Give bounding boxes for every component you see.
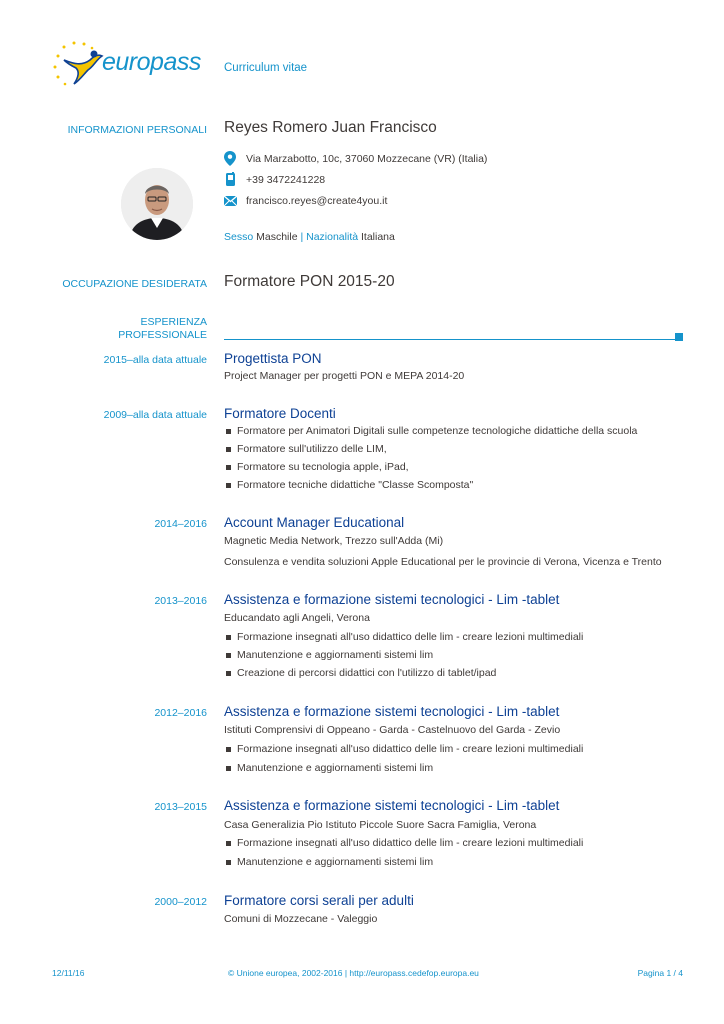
section-divider-line (224, 339, 676, 340)
person-name: Reyes Romero Juan Francisco (224, 119, 437, 136)
experience-detail: Casa Generalizia Pio Istituto Piccole Suore Sacra Famiglia, Verona (224, 819, 537, 831)
experience-title: Account Manager Educational (224, 515, 405, 530)
experience-date: 2014–2016 (154, 518, 207, 530)
experience-detail: Magnetic Media Network, Trezzo sull'Adda (Mi) (224, 535, 444, 547)
phone-text[interactable]: +39 3472241228 (246, 174, 326, 186)
experience-bullet: Formatore tecniche didattiche "Classe Scomposta" (237, 479, 474, 491)
experience-title: Formatore corsi serali per adulti (224, 893, 414, 908)
experience-bullet: Formazione insegnati all'uso didattico delle lim - creare lezioni multimediali (237, 837, 584, 849)
experience-bullet: Manutenzione e aggiornamenti sistemi lim (237, 649, 434, 661)
experience-date: 2013–2015 (154, 801, 207, 813)
experience-date: 2000–2012 (154, 896, 207, 908)
experience-title: Assistenza e formazione sistemi tecnologici - Lim -tablet (224, 592, 560, 607)
experience-bullet: Manutenzione e aggiornamenti sistemi lim (237, 762, 434, 774)
experience-section-label-line2: PROFESSIONALE (118, 329, 207, 341)
cv-subtitle: Curriculum vitae (224, 62, 308, 74)
experience-date: 2012–2016 (154, 707, 207, 719)
experience-title: Progettista PON (224, 351, 322, 366)
experience-detail: Comuni di Mozzecane - Valeggio (224, 913, 378, 925)
experience-bullet: Manutenzione e aggiornamenti sistemi lim (237, 856, 434, 868)
experience-bullet: Formazione insegnati all'uso didattico delle lim - creare lezioni multimediali (237, 743, 584, 755)
experience-bullet: Formazione insegnati all'uso didattico delle lim - creare lezioni multimediali (237, 631, 584, 643)
address-text: Via Marzabotto, 10c, 37060 Mozzecane (VR) (Italia) (246, 153, 488, 165)
footer-date: 12/11/16 (52, 968, 85, 978)
separator: | (300, 231, 304, 243)
avatar (121, 168, 193, 240)
nationality-label: Nazionalità (306, 231, 359, 243)
europass-logo (50, 38, 210, 90)
footer-copyright[interactable]: © Unione europea, 2002-2016 | http://europass.cedefop.europa.eu (228, 968, 479, 978)
sex-nationality-row (224, 231, 395, 243)
section-divider-square (675, 333, 683, 341)
experience-bullet: Formatore su tecnologia apple, iPad, (237, 461, 409, 473)
experience-bullet: Formatore per Animatori Digitali sulle competenze tecnologiche didattiche della scuola (237, 425, 638, 437)
nationality-value: Italiana (361, 231, 395, 243)
desired-occupation-section-label: OCCUPAZIONE DESIDERATA (62, 278, 207, 290)
mobile-phone-icon (226, 172, 240, 186)
experience-detail: Istituti Comprensivi di Oppeano - Garda - Castelnuovo del Garda - Zevio (224, 724, 561, 736)
avatar-portrait-icon (121, 168, 193, 240)
sex-label: Sesso (224, 231, 254, 243)
experience-date: 2015–alla data attuale (103, 354, 207, 366)
location-pin-icon (224, 151, 238, 165)
experience-section-label-line1: ESPERIENZA (140, 316, 207, 328)
experience-bullet: Creazione di percorsi didattici con l'utilizzo di tablet/ipad (237, 667, 497, 679)
experience-title: Formatore Docenti (224, 406, 336, 421)
experience-title: Assistenza e formazione sistemi tecnologici - Lim -tablet (224, 798, 560, 813)
experience-detail: Consulenza e vendita soluzioni Apple Educational per le provincie di Verona, Vicenza e Trento (224, 556, 662, 568)
experience-detail: Educandato agli Angeli, Verona (224, 612, 370, 624)
experience-date: 2013–2016 (154, 595, 207, 607)
desired-occupation-title: Formatore PON 2015-20 (224, 273, 395, 290)
experience-bullet: Formatore sull'utilizzo delle LIM, (237, 443, 387, 455)
experience-detail: Project Manager per progetti PON e MEPA 2014-20 (224, 370, 465, 382)
europass-logo-text: europass (102, 48, 201, 76)
personal-info-section-label: INFORMAZIONI PERSONALI (67, 124, 207, 136)
sex-value: Maschile (256, 231, 298, 243)
experience-title: Assistenza e formazione sistemi tecnologici - Lim -tablet (224, 704, 560, 719)
email-link[interactable]: francisco.reyes@create4you.it (246, 195, 388, 207)
footer-page-number: Pagina 1 / 4 (637, 968, 683, 978)
experience-date: 2009–alla data attuale (103, 409, 207, 421)
email-envelope-icon (224, 196, 238, 210)
